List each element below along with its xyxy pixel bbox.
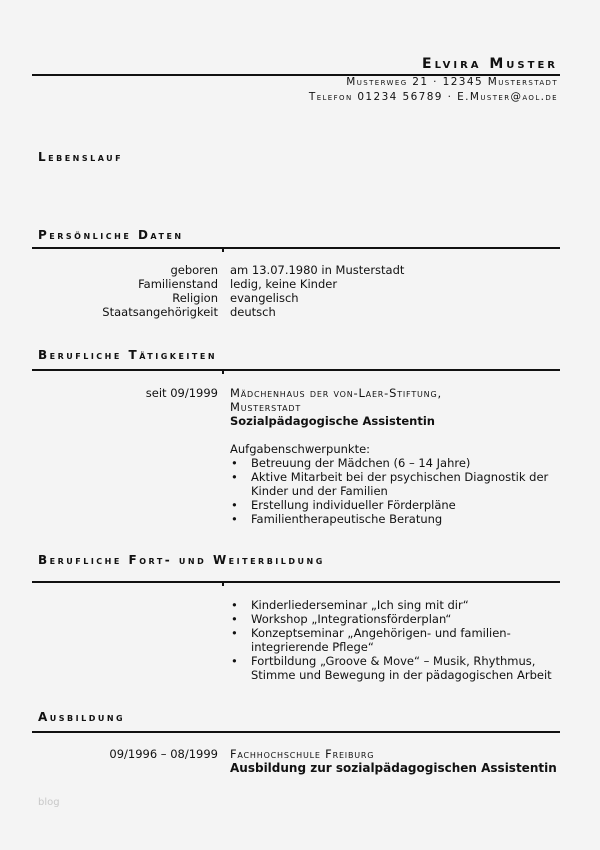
table-row: [0, 291, 600, 305]
list-item: • Fortbildung „Groove & Move“ – Musik, Rhythmus, Stimme und Bewegung in der pädagogischen Arbeit: [230, 654, 560, 682]
address: Musterweg 21 · 12345 Musterstadt: [346, 76, 558, 88]
section-divider: [32, 581, 560, 583]
column-tick: [222, 583, 224, 586]
list-item: • Konzeptseminar „Angehörigen- und familien-integrierende Pflege“: [230, 626, 516, 654]
education-date: 09/1996 – 08/1999: [109, 747, 218, 761]
focus-label: Aufgabenschwerpunkte:: [230, 442, 371, 456]
section-heading-career: Berufliche Tätigkeiten: [38, 348, 218, 362]
list-item: • Erstellung individueller Förderpläne: [230, 498, 560, 512]
section-divider: [32, 731, 560, 733]
list-item: • Betreuung der Mädchen (6 – 14 Jahre): [230, 456, 560, 470]
list-item: • Aktive Mitarbeit bei der psychischen Diagnostik der Kinder und der Familien: [230, 470, 560, 498]
personal-data-table: [0, 263, 600, 319]
applicant-name: Elvira Muster: [422, 56, 558, 72]
table-row: [0, 305, 600, 319]
degree: Ausbildung zur sozialpädagogischen Assistentin: [230, 761, 557, 775]
table-row: [0, 263, 600, 277]
section-heading-education: Ausbildung: [38, 710, 126, 724]
career-date: seit 09/1999: [145, 386, 218, 400]
column-tick: [222, 371, 224, 374]
contact-line: Telefon 01234 56789 · E.Muster@aol.de: [308, 91, 558, 103]
education-entry: [230, 747, 557, 775]
watermark: blog: [38, 797, 60, 808]
employer: Mädchenhaus der von-Laer-Stiftung,: [230, 386, 442, 400]
section-divider: [32, 247, 560, 249]
value: am 13.07.1980 in Musterstadt: [230, 263, 405, 277]
table-row: [0, 277, 600, 291]
section-heading-training: Berufliche Fort- und Weiterbildung: [38, 553, 325, 567]
list-item: • Kinderliederseminar „Ich sing mit dir“: [230, 598, 560, 612]
training-list: [230, 598, 560, 682]
label: geboren: [170, 263, 218, 277]
training-entry: [230, 598, 560, 682]
column-tick: [222, 249, 224, 252]
value: ledig, keine Kinder: [230, 277, 338, 291]
list-item: • Familientherapeutische Beratung: [230, 512, 560, 526]
value: deutsch: [230, 305, 276, 319]
label: Religion: [172, 291, 218, 305]
career-entry: [230, 386, 560, 526]
job-title: Sozialpädagogische Assistentin: [230, 414, 435, 428]
section-divider: [32, 369, 560, 371]
label: Familienstand: [138, 277, 218, 291]
label: Staatsangehörigkeit: [102, 305, 218, 319]
school: Fachhochschule Freiburg: [230, 747, 375, 761]
section-heading-personal: Persönliche Daten: [38, 228, 184, 242]
task-list: [230, 456, 560, 526]
page-title: Lebenslauf: [38, 150, 124, 164]
value: evangelisch: [230, 291, 299, 305]
list-item: • Workshop „Integrationsförderplan“: [230, 612, 560, 626]
employer-city: Musterstadt: [230, 400, 302, 414]
